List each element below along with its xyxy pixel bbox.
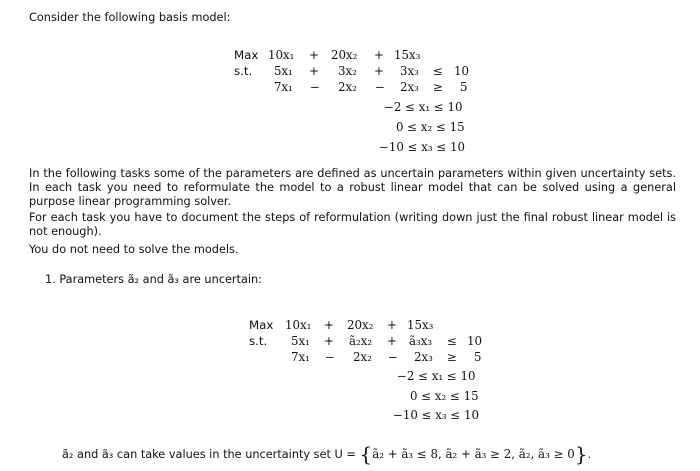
c1-term-3: 3x₃ bbox=[400, 64, 419, 78]
c2-op-2: − bbox=[375, 80, 385, 94]
obj-op-1: + bbox=[309, 48, 319, 62]
c1-rhs: 10 bbox=[454, 64, 470, 78]
c1-rel: ≤ bbox=[433, 64, 443, 78]
uncertainty-open-brace: { bbox=[359, 442, 373, 466]
bound2-x2: 0 ≤ x₂ ≤ 15 bbox=[410, 389, 479, 403]
obj2-term-1: 10x₁ bbox=[285, 318, 312, 332]
paragraph-no-solve: You do not need to solve the models. bbox=[29, 243, 239, 256]
c1-op-1: + bbox=[309, 64, 319, 78]
c2-term-3: 2x₃ bbox=[400, 80, 419, 94]
bound-x1: −2 ≤ x₁ ≤ 10 bbox=[384, 100, 463, 114]
task-1-heading: 1. Parameters ã₂ and ã₃ are uncertain: bbox=[45, 273, 262, 286]
c2-op-1: − bbox=[310, 80, 320, 94]
c2-rel: ≥ bbox=[433, 80, 443, 94]
c1-term-2: 3x₂ bbox=[338, 64, 357, 78]
c2b-op-2: − bbox=[388, 350, 398, 364]
c1-op-2: + bbox=[374, 64, 384, 78]
bound2-x3: −10 ≤ x₃ ≤ 10 bbox=[393, 408, 480, 422]
c1-term-1: 5x₁ bbox=[274, 64, 293, 78]
uncertainty-prefix: ã₂ and ã₃ can take values in the uncertainty set U = bbox=[62, 448, 356, 461]
c2-term-2: 2x₂ bbox=[338, 80, 357, 94]
obj-term-2: 20x₂ bbox=[331, 48, 358, 62]
c2b-term-3: 2x₃ bbox=[414, 350, 433, 364]
uncertainty-close-brace: } bbox=[574, 442, 588, 466]
c1b-rhs: 10 bbox=[467, 334, 483, 348]
c1b-op-2: + bbox=[387, 334, 397, 348]
uncertainty-set-line bbox=[62, 442, 592, 466]
c2b-rhs: 5 bbox=[474, 350, 482, 364]
c1b-term-1: 5x₁ bbox=[291, 334, 310, 348]
c1b-rel: ≤ bbox=[447, 334, 457, 348]
obj-term-1: 10x₁ bbox=[268, 48, 295, 62]
c1b-term-3: ã₃x₃ bbox=[409, 334, 433, 348]
bound2-x1: −2 ≤ x₁ ≤ 10 bbox=[397, 369, 476, 383]
uncertainty-set-definition: ã₂ + ã₃ ≤ 8, ã₂ + ã₃ ≥ 2, ã₂, ã₃ ≥ 0 bbox=[372, 447, 575, 461]
obj-term-3: 15x₃ bbox=[394, 48, 421, 62]
bound-x3: −10 ≤ x₃ ≤ 10 bbox=[379, 140, 466, 154]
max-label-2: Max bbox=[249, 318, 274, 332]
paragraph-tasks: In the following tasks some of the parameters are defined as uncertain parameters within given uncertainty sets. In each task you need to reformulate the model to a robust linear model that can be solved using a general purpose linear programming solver. bbox=[29, 167, 676, 209]
c1b-op-1: + bbox=[324, 334, 334, 348]
bound-x2: 0 ≤ x₂ ≤ 15 bbox=[396, 120, 465, 134]
c2b-term-2: 2x₂ bbox=[353, 350, 372, 364]
c2b-rel: ≥ bbox=[447, 350, 457, 364]
obj2-op-1: + bbox=[324, 318, 334, 332]
obj2-term-3: 15x₃ bbox=[407, 318, 434, 332]
obj-op-2: + bbox=[374, 48, 384, 62]
intro-text: Consider the following basis model: bbox=[29, 11, 231, 24]
paragraph-documentation: For each task you have to document the steps of reformulation (writing down just the final robust linear model is not enough). bbox=[29, 211, 676, 239]
c2b-op-1: − bbox=[325, 350, 335, 364]
st-label: s.t. bbox=[234, 64, 253, 78]
obj2-op-2: + bbox=[387, 318, 397, 332]
st-label-2: s.t. bbox=[249, 334, 268, 348]
c2-rhs: 5 bbox=[460, 80, 468, 94]
obj2-term-2: 20x₂ bbox=[347, 318, 374, 332]
c2b-term-1: 7x₁ bbox=[291, 350, 310, 364]
uncertainty-period: . bbox=[587, 448, 592, 461]
c2-term-1: 7x₁ bbox=[274, 80, 293, 94]
max-label: Max bbox=[234, 48, 259, 62]
c1b-term-2: ã₂x₂ bbox=[349, 334, 373, 348]
